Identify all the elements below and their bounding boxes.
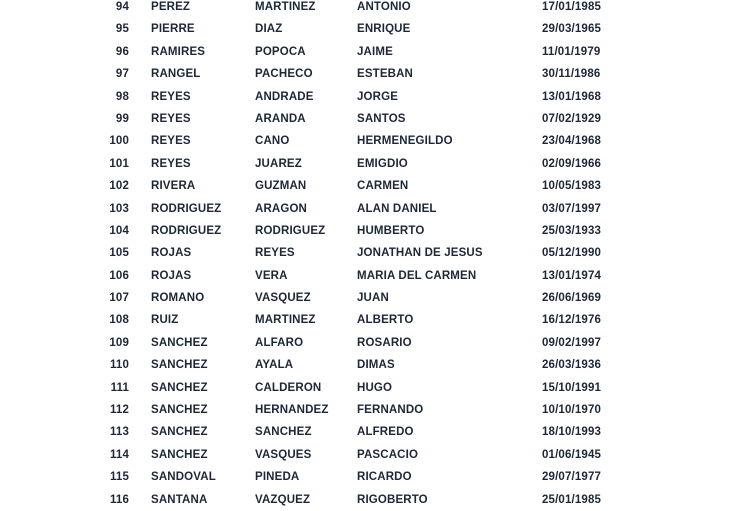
cell-birth-date: 10/10/1970 [542, 404, 602, 417]
cell-maternal-surname: CALDERON [255, 381, 322, 394]
table-row [0, 175, 740, 197]
cell-birth-date: 29/07/1977 [542, 471, 602, 484]
cell-birth-date: 03/07/1997 [542, 202, 602, 215]
cell-birth-date: 17/01/1985 [542, 1, 602, 13]
cell-paternal-surname: SANCHEZ [151, 426, 208, 439]
cell-given-names: RICARDO [357, 471, 412, 484]
cell-given-names: FERNANDO [357, 404, 424, 417]
cell-given-names: ANTONIO [357, 1, 411, 13]
cell-maternal-surname: ALFARO [255, 336, 304, 349]
cell-birth-date: 15/10/1991 [542, 381, 602, 394]
cell-birth-date: 05/12/1990 [542, 247, 602, 260]
cell-paternal-surname: RIVERA [151, 180, 196, 193]
cell-given-names: MARIA DEL CARMEN [357, 269, 477, 282]
cell-maternal-surname: VERA [255, 269, 288, 282]
cell-birth-date: 23/04/1968 [542, 135, 602, 148]
cell-maternal-surname: GUZMAN [255, 180, 307, 193]
cell-birth-date: 25/01/1985 [542, 493, 602, 506]
cell-maternal-surname: DIAZ [255, 23, 283, 36]
cell-number: 104 [109, 224, 129, 237]
cell-given-names: JONATHAN DE JESUS [357, 247, 483, 260]
cell-paternal-surname: RODRIGUEZ [151, 224, 222, 237]
cell-maternal-surname: HERNANDEZ [255, 404, 329, 417]
cell-number: 109 [109, 336, 129, 349]
cell-number: 105 [109, 247, 129, 260]
cell-paternal-surname: RUIZ [151, 314, 179, 327]
cell-maternal-surname: POPOCA [255, 45, 306, 58]
cell-paternal-surname: SANTANA [151, 493, 208, 506]
cell-maternal-surname: MARTINEZ [255, 314, 316, 327]
cell-number: 99 [115, 112, 129, 125]
table-row [0, 130, 740, 152]
cell-maternal-surname: ANDRADE [255, 90, 314, 103]
table-row [0, 242, 740, 264]
cell-number: 103 [109, 202, 129, 215]
table-row [0, 354, 740, 376]
cell-maternal-surname: AYALA [255, 359, 294, 372]
cell-maternal-surname: ARANDA [255, 112, 306, 125]
cell-given-names: HERMENEGILDO [357, 135, 453, 148]
cell-number: 114 [109, 448, 129, 461]
cell-number: 113 [109, 426, 129, 439]
cell-paternal-surname: REYES [151, 112, 191, 125]
cell-maternal-surname: JUAREZ [255, 157, 302, 170]
cell-maternal-surname: ARAGON [255, 202, 308, 215]
cell-paternal-surname: PEREZ [151, 1, 191, 13]
cell-birth-date: 07/02/1929 [542, 112, 602, 125]
table-row [0, 220, 740, 242]
cell-birth-date: 25/03/1933 [542, 224, 602, 237]
cell-paternal-surname: RAMIRES [151, 45, 206, 58]
cell-given-names: ENRIQUE [357, 23, 411, 36]
table-row [0, 265, 740, 287]
cell-number: 102 [109, 180, 129, 193]
cell-number: 116 [109, 493, 129, 506]
cell-given-names: JORGE [357, 90, 399, 103]
cell-birth-date: 10/05/1983 [542, 180, 602, 193]
cell-birth-date: 11/01/1979 [542, 45, 601, 58]
table-row [0, 0, 740, 18]
cell-birth-date: 01/06/1945 [542, 448, 602, 461]
cell-given-names: ESTEBAN [357, 68, 414, 81]
cell-paternal-surname: RANGEL [151, 68, 201, 81]
cell-number: 112 [109, 404, 129, 417]
cell-paternal-surname: SANDOVAL [151, 471, 216, 484]
cell-maternal-surname: VASQUEZ [255, 292, 311, 305]
cell-given-names: DIMAS [357, 359, 395, 372]
cell-given-names: ALFREDO [357, 426, 414, 439]
cell-birth-date: 26/06/1969 [542, 292, 602, 305]
cell-paternal-surname: SANCHEZ [151, 381, 208, 394]
cell-paternal-surname: ROJAS [151, 247, 192, 260]
cell-given-names: PASCACIO [357, 448, 419, 461]
table-row [0, 466, 740, 488]
cell-number: 94 [115, 1, 129, 13]
table-row [0, 287, 740, 309]
table-row [0, 421, 740, 443]
cell-birth-date: 16/12/1976 [542, 314, 602, 327]
cell-given-names: ALBERTO [357, 314, 414, 327]
table-row [0, 153, 740, 175]
cell-given-names: ROSARIO [357, 336, 412, 349]
cell-maternal-surname: SANCHEZ [255, 426, 312, 439]
cell-paternal-surname: ROJAS [151, 269, 192, 282]
cell-paternal-surname: RODRIGUEZ [151, 202, 222, 215]
cell-maternal-surname: CANO [255, 135, 290, 148]
cell-maternal-surname: VASQUES [255, 448, 312, 461]
cell-paternal-surname: PIERRE [151, 23, 195, 36]
table-row [0, 399, 740, 421]
cell-given-names: EMIGDIO [357, 157, 408, 170]
table-row [0, 377, 740, 399]
cell-maternal-surname: PINEDA [255, 471, 300, 484]
cell-birth-date: 30/11/1986 [542, 68, 601, 81]
cell-number: 115 [109, 471, 129, 484]
cell-number: 107 [109, 292, 129, 305]
cell-number: 98 [115, 90, 129, 103]
cell-maternal-surname: MARTINEZ [255, 1, 316, 13]
cell-paternal-surname: REYES [151, 157, 191, 170]
cell-number: 97 [115, 68, 129, 81]
table-row [0, 18, 740, 40]
cell-maternal-surname: VAZQUEZ [255, 493, 311, 506]
cell-number: 100 [109, 135, 129, 148]
cell-birth-date: 02/09/1966 [542, 157, 602, 170]
table-row [0, 86, 740, 108]
cell-paternal-surname: SANCHEZ [151, 404, 208, 417]
table-row [0, 108, 740, 130]
cell-given-names: HUGO [357, 381, 393, 394]
cell-paternal-surname: SANCHEZ [151, 336, 208, 349]
table-row [0, 444, 740, 466]
cell-number: 108 [109, 314, 129, 327]
cell-paternal-surname: REYES [151, 135, 191, 148]
cell-given-names: CARMEN [357, 180, 409, 193]
table-row [0, 198, 740, 220]
table-row [0, 489, 740, 511]
cell-paternal-surname: SANCHEZ [151, 359, 208, 372]
table-row [0, 41, 740, 63]
cell-number: 106 [109, 269, 129, 282]
cell-number: 111 [110, 381, 129, 394]
cell-paternal-surname: REYES [151, 90, 191, 103]
cell-given-names: RIGOBERTO [357, 493, 428, 506]
cell-birth-date: 13/01/1968 [542, 90, 602, 103]
cell-given-names: HUMBERTO [357, 224, 425, 237]
cell-birth-date: 13/01/1974 [542, 269, 602, 282]
cell-paternal-surname: SANCHEZ [151, 448, 208, 461]
cell-maternal-surname: RODRIGUEZ [255, 224, 326, 237]
cell-number: 101 [109, 157, 129, 170]
cell-birth-date: 26/03/1936 [542, 359, 602, 372]
table-row [0, 63, 740, 85]
cell-given-names: JAIME [357, 45, 393, 58]
cell-paternal-surname: ROMANO [151, 292, 205, 305]
cell-birth-date: 09/02/1997 [542, 336, 602, 349]
table-row [0, 332, 740, 354]
cell-given-names: SANTOS [357, 112, 406, 125]
cell-maternal-surname: REYES [255, 247, 295, 260]
cell-given-names: ALAN DANIEL [357, 202, 437, 215]
cell-number: 96 [115, 45, 129, 58]
table-row [0, 309, 740, 331]
cell-given-names: JUAN [357, 292, 389, 305]
cell-number: 110 [109, 359, 129, 372]
cell-birth-date: 29/03/1965 [542, 23, 602, 36]
cell-birth-date: 18/10/1993 [542, 426, 602, 439]
cell-number: 95 [115, 23, 129, 36]
cell-maternal-surname: PACHECO [255, 68, 313, 81]
